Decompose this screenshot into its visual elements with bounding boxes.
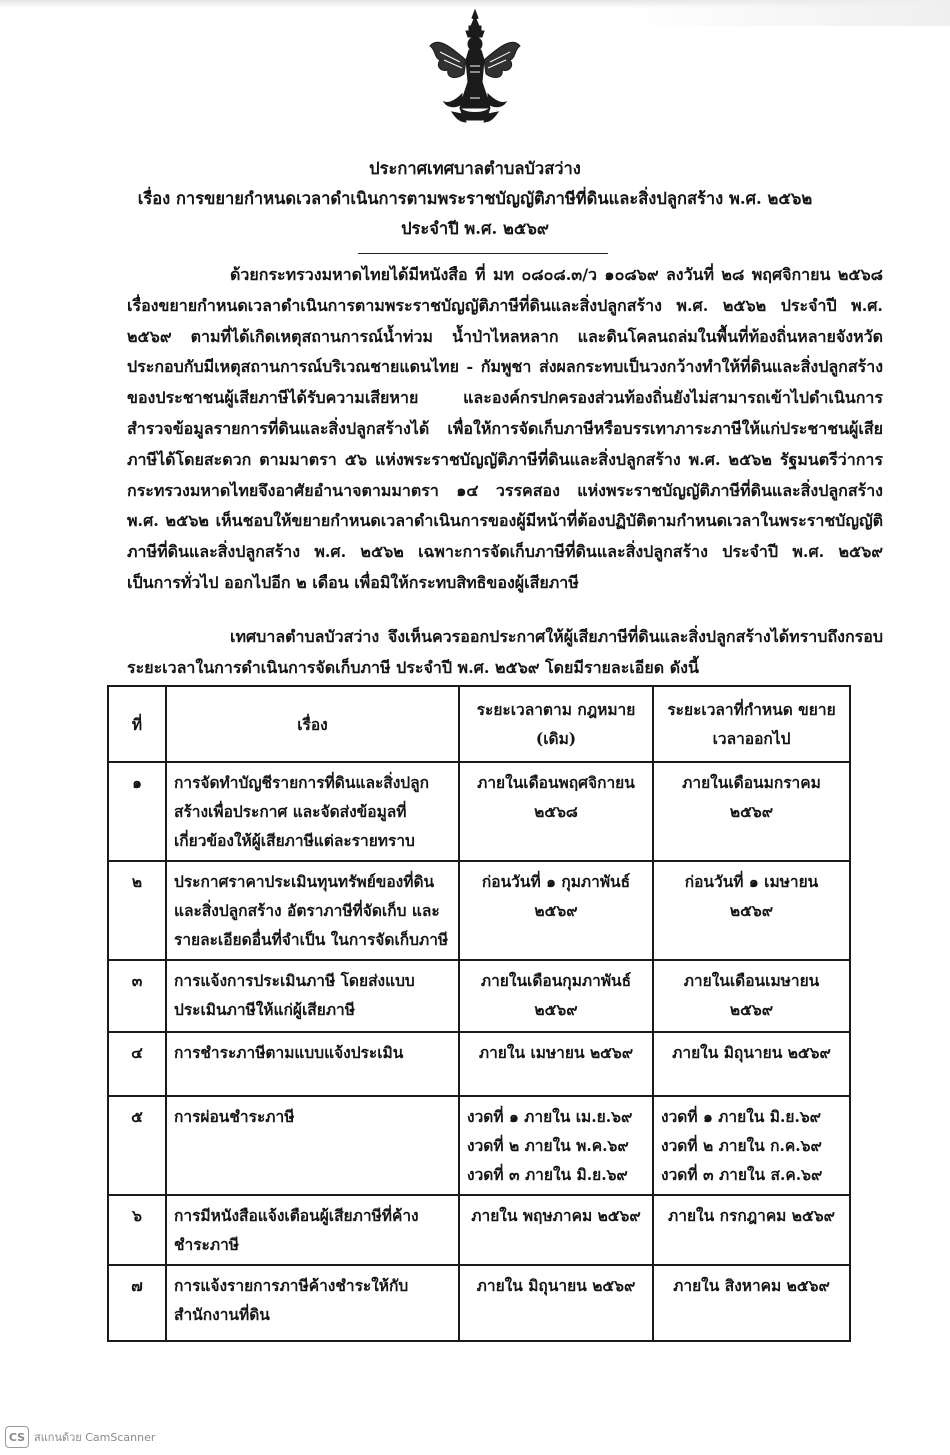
header-extended-period: ระยะเวลาที่กำหนด ขยายเวลาออกไป bbox=[653, 686, 850, 762]
table-header-row bbox=[108, 686, 850, 762]
paragraph-2: เทศบาลตำบลบัวสว่าง จึงเห็นควรออกประกาศให้ผู้เสียภาษีที่ดินและสิ่งปลูกสร้างได้ทราบถึงกรอบระยะเวลาในการดำเนินการจัดเก็บภาษี ประจำปี พ.ศ. ๒๕๖๙ โดยมีรายละเอียด ดังนี้ bbox=[127, 627, 883, 677]
row-no: ๒ bbox=[108, 861, 166, 960]
table-row bbox=[108, 1032, 850, 1096]
row-subject: การแจ้งการประเมินภาษี โดยส่งแบบประเมินภาษีให้แก่ผู้เสียภาษี bbox=[166, 960, 459, 1032]
row-no: ๗ bbox=[108, 1265, 166, 1341]
row-no: ๔ bbox=[108, 1032, 166, 1096]
row-no: ๖ bbox=[108, 1195, 166, 1265]
row-extended: ภายใน มิถุนายน ๒๕๖๙ bbox=[653, 1032, 850, 1096]
garuda-emblem-icon bbox=[426, 8, 524, 126]
row-subject: การผ่อนชำระภาษี bbox=[166, 1096, 459, 1195]
row-subject: การชำระภาษีตามแบบแจ้งประเมิน bbox=[166, 1032, 459, 1096]
row-no: ๑ bbox=[108, 762, 166, 861]
row-no: ๓ bbox=[108, 960, 166, 1032]
scanner-watermark-text: สแกนด้วย CamScanner bbox=[34, 1431, 156, 1444]
table-row bbox=[108, 1265, 850, 1341]
row-extended: ภายใน สิงหาคม ๒๕๖๙ bbox=[653, 1265, 850, 1341]
row-original: ภายใน เมษายน ๒๕๖๙ bbox=[459, 1032, 653, 1096]
header-no: ที่ bbox=[108, 686, 166, 762]
row-extended: ภายในเดือนมกราคม ๒๕๖๙ bbox=[653, 762, 850, 861]
paragraph-1: ด้วยกระทรวงมหาดไทยได้มีหนังสือ ที่ มท ๐๘๐๘.๓/ว ๑๐๘๖๙ ลงวันที่ ๒๘ พฤศจิกายน ๒๕๖๘ เรื่องขยายกำหนดเวลาดำเนินการตามพระราชบัญญัติภาษีที่ดินและสิ่งปลูกสร้าง พ.ศ. ๒๕๖๒ ประจำปี พ.ศ. ๒๕๖๙ ตามที่ได้เกิดเหตุสถานการณ์น้ำท่วม น้ำป่าไหลหลาก และดินโคลนถล่มในพื้นที่ท้องถิ่นหลายจังหวัด ประกอบกับมีเหตุสถานการณ์บริเวณชายแดนไทย - กัมพูชา ส่งผลกระทบเป็นวงกว้างทำให้ที่ดินและสิ่งปลูกสร้างของประชาชนผู้เสียภาษีได้รับความเสียหาย และองค์กรปกครองส่วนท้องถิ่นยังไม่สามารถเข้าไปดำเนินการสำรวจข้อมูลรายการที่ดินและสิ่งปลูกสร้างได้ เพื่อให้การจัดเก็บภาษีหรือบรรเทาภาระภาษีให้แก่ประชาชนผู้เสียภาษีได้โดยสะดวก ตามมาตรา ๕๖ แห่งพระราชบัญญัติภาษีที่ดินและสิ่งปลูกสร้าง พ.ศ. ๒๕๖๒ รัฐมนตรีว่าการกระทรวงมหาดไทยจึงอาศัยอำนาจตามมาตรา ๑๔ วรรคสอง แห่งพระราชบัญญัติภาษีที่ดินและสิ่งปลูกสร้าง พ.ศ. ๒๕๖๒ เห็นชอบให้ขยายกำหนดเวลาดำเนินการของผู้มีหน้าที่ต้องปฏิบัติตามกำหนดเวลาในพระราชบัญญัติภาษีที่ดินและสิ่งปลูกสร้าง พ.ศ. ๒๕๖๒ เฉพาะการจัดเก็บภาษีที่ดินและสิ่งปลูกสร้าง ประจำปี พ.ศ. ๒๕๖๙ เป็นการทั่วไป ออกไปอีก ๒ เดือน เพื่อมิให้กระทบสิทธิของผู้เสียภาษี bbox=[127, 265, 883, 592]
row-original: งวดที่ ๑ ภายใน เม.ย.๖๙ งวดที่ ๒ ภายใน พ.ค.๖๙ งวดที่ ๓ ภายใน มิ.ย.๖๙ bbox=[459, 1096, 653, 1195]
paragraph-2-block bbox=[127, 622, 883, 684]
header-original-period: ระยะเวลาตาม กฎหมาย (เดิม) bbox=[459, 686, 653, 762]
header-subject: เรื่อง bbox=[166, 686, 459, 762]
row-subject: ประกาศราคาประเมินทุนทรัพย์ของที่ดินและสิ่งปลูกสร้าง อัตราภาษีที่จัดเก็บ และรายละเอียดอื่นที่จำเป็น ในการจัดเก็บภาษี bbox=[166, 861, 459, 960]
table-row bbox=[108, 762, 850, 861]
row-no: ๕ bbox=[108, 1096, 166, 1195]
paragraph-1-block bbox=[127, 260, 883, 599]
row-extended: ภายใน กรกฎาคม ๒๕๖๙ bbox=[653, 1195, 850, 1265]
row-original: ภายในเดือนพฤศจิกายน ๒๕๖๘ bbox=[459, 762, 653, 861]
row-extended: งวดที่ ๑ ภายใน มิ.ย.๖๙ งวดที่ ๒ ภายใน ก.ค.๖๙ งวดที่ ๓ ภายใน ส.ค.๖๙ bbox=[653, 1096, 850, 1195]
row-original: ภายใน พฤษภาคม ๒๕๖๙ bbox=[459, 1195, 653, 1265]
table-row bbox=[108, 960, 850, 1032]
scan-shadow-corner bbox=[620, 0, 950, 26]
row-subject: การจัดทำบัญชีรายการที่ดินและสิ่งปลูกสร้างเพื่อประกาศ และจัดส่งข้อมูลที่เกี่ยวข้องให้ผู้เสียภาษีแต่ละรายทราบ bbox=[166, 762, 459, 861]
row-extended: ก่อนวันที่ ๑ เมษายน ๒๕๖๙ bbox=[653, 861, 850, 960]
row-subject: การแจ้งรายการภาษีค้างชำระให้กับสำนักงานที่ดิน bbox=[166, 1265, 459, 1341]
scanner-watermark bbox=[5, 1426, 155, 1448]
camscanner-logo: CS bbox=[5, 1426, 29, 1448]
table-row bbox=[108, 1195, 850, 1265]
row-original: ก่อนวันที่ ๑ กุมภาพันธ์ ๒๕๖๙ bbox=[459, 861, 653, 960]
table-row bbox=[108, 861, 850, 960]
title-divider bbox=[358, 253, 608, 254]
table-row bbox=[108, 1096, 850, 1195]
announcement-title: ประกาศเทศบาลตำบลบัวสว่าง bbox=[369, 159, 581, 178]
announcement-subject: เรื่อง การขยายกำหนดเวลาดำเนินการตามพระราชบัญญัติภาษีที่ดินและสิ่งปลูกสร้าง พ.ศ. ๒๕๖๒ bbox=[137, 189, 813, 208]
row-original: ภายใน มิถุนายน ๒๕๖๙ bbox=[459, 1265, 653, 1341]
schedule-table bbox=[107, 685, 851, 1342]
announcement-year: ประจำปี พ.ศ. ๒๕๖๙ bbox=[401, 219, 549, 238]
row-original: ภายในเดือนกุมภาพันธ์ ๒๕๖๙ bbox=[459, 960, 653, 1032]
row-subject: การมีหนังสือแจ้งเตือนผู้เสียภาษีที่ค้างชำระภาษี bbox=[166, 1195, 459, 1265]
row-extended: ภายในเดือนเมษายน ๒๕๖๙ bbox=[653, 960, 850, 1032]
